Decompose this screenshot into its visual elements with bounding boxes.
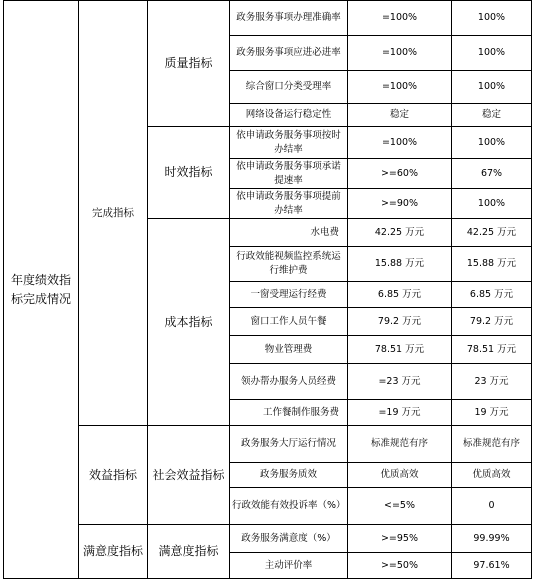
- social-benefit-indicators-label: 社会效益指标: [148, 426, 230, 525]
- indicator-name: 政务服务质效: [230, 463, 348, 488]
- actual-value: 67%: [452, 159, 532, 189]
- target-value: >=95%: [348, 525, 452, 553]
- target-value: =19 万元: [348, 400, 452, 426]
- indicator-name: 依申请政务服务事项承诺提速率: [230, 159, 348, 189]
- indicator-name: 领办帮办服务人员经费: [230, 364, 348, 400]
- actual-value: 优质高效: [452, 463, 532, 488]
- actual-value: 100%: [452, 127, 532, 159]
- indicator-name: 依申请政务服务事项提前办结率: [230, 189, 348, 219]
- indicator-name: 综合窗口分类受理率: [230, 71, 348, 104]
- annual-performance-label: 年度绩效指标完成情况: [4, 1, 79, 579]
- timeliness-indicators-label: 时效指标: [148, 127, 230, 219]
- indicator-name: 行政效能视频监控系统运行维护费: [230, 247, 348, 282]
- target-value: 6.85 万元: [348, 282, 452, 308]
- actual-value: 42.25 万元: [452, 219, 532, 247]
- target-value: >=90%: [348, 189, 452, 219]
- target-value: =23 万元: [348, 364, 452, 400]
- target-value: <=5%: [348, 488, 452, 525]
- quality-indicators-label: 质量指标: [148, 1, 230, 127]
- indicator-name: 物业管理费: [230, 336, 348, 364]
- target-value: 优质高效: [348, 463, 452, 488]
- satisfaction-subindicators-label: 满意度指标: [148, 525, 230, 579]
- actual-value: 99.99%: [452, 525, 532, 553]
- indicator-name: 政务服务满意度（%）: [230, 525, 348, 553]
- target-value: >=50%: [348, 553, 452, 579]
- indicator-name: 政务服务事项办理准确率: [230, 1, 348, 36]
- completion-indicators-label: 完成指标: [79, 1, 148, 426]
- actual-value: 100%: [452, 71, 532, 104]
- actual-value: 标准规范有序: [452, 426, 532, 463]
- indicator-name: 主动评价率: [230, 553, 348, 579]
- indicator-name: 依申请政务服务事项按时办结率: [230, 127, 348, 159]
- actual-value: 0: [452, 488, 532, 525]
- target-value: 79.2 万元: [348, 308, 452, 336]
- actual-value: 100%: [452, 36, 532, 71]
- target-value: =100%: [348, 1, 452, 36]
- actual-value: 6.85 万元: [452, 282, 532, 308]
- target-value: >=60%: [348, 159, 452, 189]
- table-row: [4, 1, 532, 36]
- cost-indicators-label: 成本指标: [148, 219, 230, 426]
- indicator-name: 工作餐制作服务费: [230, 400, 348, 426]
- indicator-name: 水电费: [230, 219, 348, 247]
- table-row: [4, 525, 532, 553]
- benefit-indicators-label: 效益指标: [79, 426, 148, 525]
- indicator-name: 网络设备运行稳定性: [230, 104, 348, 127]
- target-value: =100%: [348, 127, 452, 159]
- performance-indicator-table: [3, 0, 532, 579]
- table-row: [4, 426, 532, 463]
- target-value: 15.88 万元: [348, 247, 452, 282]
- target-value: 标准规范有序: [348, 426, 452, 463]
- actual-value: 97.61%: [452, 553, 532, 579]
- target-value: 42.25 万元: [348, 219, 452, 247]
- actual-value: 稳定: [452, 104, 532, 127]
- indicator-name: 政务服务事项应进必进率: [230, 36, 348, 71]
- actual-value: 19 万元: [452, 400, 532, 426]
- target-value: =100%: [348, 36, 452, 71]
- actual-value: 78.51 万元: [452, 336, 532, 364]
- target-value: 78.51 万元: [348, 336, 452, 364]
- indicator-name: 政务服务大厅运行情况: [230, 426, 348, 463]
- actual-value: 100%: [452, 189, 532, 219]
- target-value: =100%: [348, 71, 452, 104]
- actual-value: 15.88 万元: [452, 247, 532, 282]
- actual-value: 79.2 万元: [452, 308, 532, 336]
- target-value: 稳定: [348, 104, 452, 127]
- actual-value: 100%: [452, 1, 532, 36]
- actual-value: 23 万元: [452, 364, 532, 400]
- satisfaction-indicators-label: 满意度指标: [79, 525, 148, 579]
- indicator-name: 一窗受理运行经费: [230, 282, 348, 308]
- indicator-name: 行政效能有效投诉率（%）: [230, 488, 348, 525]
- indicator-name: 窗口工作人员午餐: [230, 308, 348, 336]
